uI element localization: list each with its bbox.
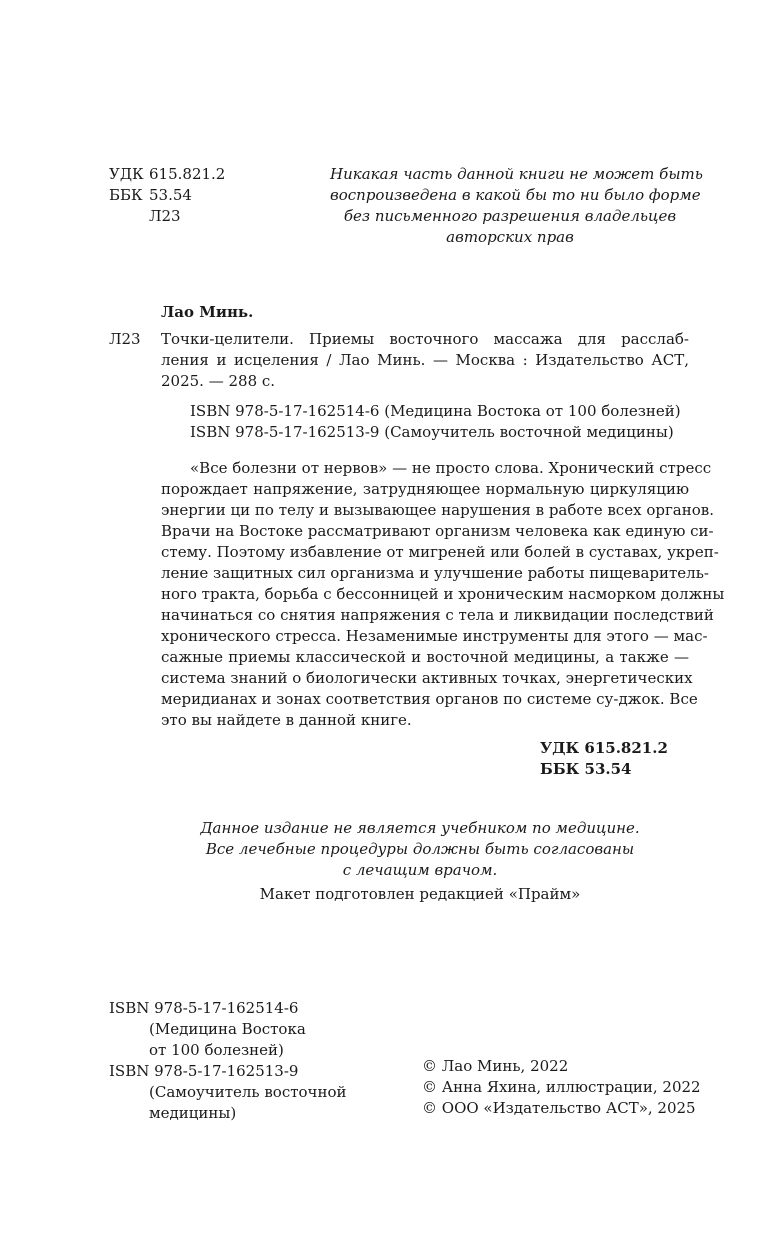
annotation-line: сажные приемы классической и восточной медицины, а также — — [161, 648, 689, 666]
disclaimer-line: Все лечебные процедуры должны быть согласованы — [205, 840, 635, 858]
isbn-block — [109, 998, 347, 1124]
isbn-block-line: ISBN 978-5-17-162514-6 — [109, 999, 299, 1017]
bbk-value: 53.54 — [149, 186, 192, 204]
rights-line: без письменного разрешения владельцев — [343, 207, 677, 225]
annotation-line: это вы найдете в данной книге. — [161, 711, 412, 729]
annotation-line: энергии ци по телу и вызывающее нарушения в работе всех органов. — [161, 501, 714, 519]
isbn-block-line: медицины) — [149, 1104, 237, 1122]
copyright-line: © ООО «Издательство АСТ», 2025 — [422, 1099, 696, 1117]
udk-row — [109, 164, 225, 185]
rights-line: воспроизведена в какой бы то ни было форме — [330, 186, 701, 204]
annotation-line: меридианах и зонах соответствия органов по системе су-джок. Все — [161, 690, 698, 708]
biblio-line: ления и исцеления / Лао Минь. — Москва : Издательство АСТ, — [161, 351, 689, 369]
isbn-block-line: от 100 болезней) — [149, 1041, 284, 1059]
classification-block — [109, 164, 225, 227]
annotation — [161, 458, 725, 731]
bbk-label: ББК — [109, 186, 143, 204]
annotation-line: Врачи на Востоке рассматривают организм человека как единую си- — [161, 522, 714, 540]
annotation-line: ление защитных сил организма и улучшение работы пищеваритель- — [161, 564, 709, 582]
isbn-entry: ISBN 978-5-17-162513-9 (Самоучитель восточной медицины) — [190, 423, 674, 441]
copyright-line: © Анна Яхина, иллюстрации, 2022 — [422, 1078, 701, 1096]
index-codes — [540, 738, 688, 780]
annotation-line: порождает напряжение, затрудняющее нормальную циркуляцию — [161, 480, 689, 498]
isbn-list — [190, 401, 681, 443]
isbn-block-line: (Самоучитель восточной — [149, 1083, 347, 1101]
rights-line: Никакая часть данной книги не может быть — [330, 165, 703, 183]
disclaimer-line: Данное издание не является учебником по медицине. — [200, 819, 640, 837]
bibliographic-description — [161, 329, 689, 392]
udk-value: 615.821.2 — [149, 165, 226, 183]
annotation-line: «Все болезни от нервов» — не просто слова. Хронический стресс — [190, 459, 712, 477]
annotation-line: стему. Поэтому избавление от мигреней или болей в суставах, укреп- — [161, 543, 719, 561]
author-mark: Л23 — [149, 207, 181, 225]
author-mark-row — [109, 206, 225, 227]
copyright-block — [422, 1056, 701, 1119]
annotation-line: хронического стресса. Незаменимые инструменты для этого — мас- — [161, 627, 708, 645]
bbk-row — [109, 185, 225, 206]
isbn-block-line: ISBN 978-5-17-162513-9 — [109, 1062, 299, 1080]
author-mark-side: Л23 — [109, 330, 141, 348]
udk-code: УДК 615.821.2 — [540, 739, 668, 757]
disclaimer-line: с лечащим врачом. — [342, 861, 498, 879]
annotation-line: система знаний о биологически активных точках, энергетических — [161, 669, 693, 687]
biblio-line: 2025. — 288 с. — [161, 372, 276, 390]
rights-line: авторских прав — [446, 228, 574, 246]
rights-notice — [330, 164, 703, 248]
bbk-code: ББК 53.54 — [540, 760, 632, 778]
isbn-block-line: (Медицина Востока — [149, 1020, 306, 1038]
author-name: Лао Минь. — [161, 303, 254, 321]
layout-credit: Макет подготовлен редакцией «Прайм» — [259, 885, 581, 903]
copyright-line: © Лао Минь, 2022 — [422, 1057, 569, 1075]
udk-label: УДК — [109, 165, 144, 183]
annotation-line: ного тракта, борьба с бессонницей и хроническим насморком должны — [161, 585, 725, 603]
annotation-line: начинаться со снятия напряжения с тела и ликвидации последствий — [161, 606, 714, 624]
medical-disclaimer — [200, 818, 640, 881]
biblio-line: Точки-целители. Приемы восточного массажа для расслаб- — [161, 330, 689, 348]
isbn-entry: ISBN 978-5-17-162514-6 (Медицина Востока от 100 болезней) — [190, 402, 681, 420]
